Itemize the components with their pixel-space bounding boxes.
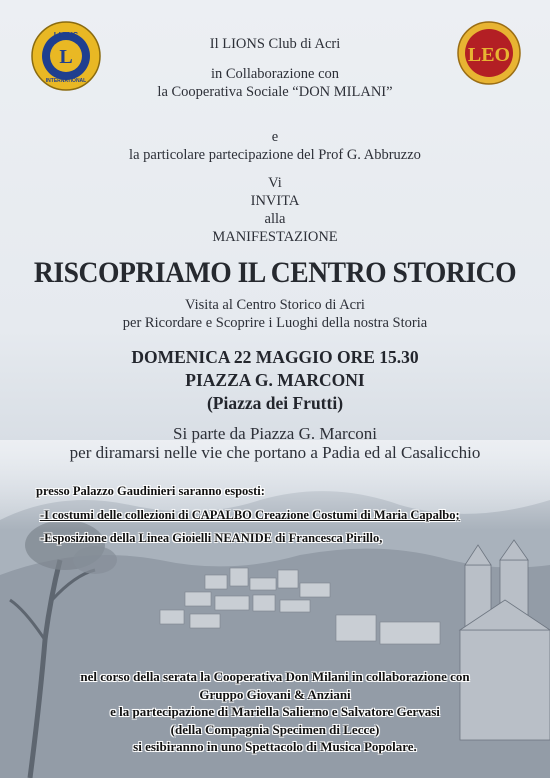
route-line-1: Si parte da Piazza G. Marconi [173,424,377,443]
footer-line-3: e la partecipazione di Mariella Salierno e Salvatore Gervasi [110,704,440,719]
footer-line-1: nel corso della serata la Cooperativa Don Milani in collaborazione con [80,669,470,684]
footer-line-2: Gruppo Giovani & Anziani [199,686,351,702]
cooperative-line: la Cooperativa Sociale “DON MILANI” [157,84,393,100]
exhibit-item-costumes: -I costumi delle collezioni di CAPALBO Creazione Costumi di Maria Capalbo; [40,508,460,522]
footer-block [0,668,550,756]
invite-manifestazione: MANIFESTAZIONE [212,229,338,245]
event-date-time: DOMENICA 22 MAGGIO ORE 15.30 [131,347,419,367]
lions-logo-top-text: LIONS [53,31,79,40]
exhibit-item-jewelry: -Esposizione della Linea Gioielli NEANIDE di Francesca Pirillo, [40,531,383,545]
subtitle-line-2: per Ricordare e Scoprire i Luoghi della nostra Storia [122,315,428,331]
leo-logo-text: LEO [467,44,511,66]
invite-alla: alla [264,211,286,227]
subtitle-line-1: Visita al Centro Storico di Acri [185,297,365,313]
route-line-2: per diramarsi nelle vie che portano a Padia ed al Casalicchio [69,443,481,462]
lions-logo-center-letter: L [59,46,73,68]
participation-line: la particolare partecipazione del Prof G. Abbruzzo [129,147,421,163]
exhibits-intro: presso Palazzo Gaudinieri saranno esposti: [36,484,265,498]
event-place-alt: (Piazza dei Frutti) [206,393,344,413]
event-place: PIAZZA G. MARCONI [185,370,365,390]
collaboration-line: in Collaborazione con [210,66,340,82]
invite-invita: INVITA [250,193,300,209]
and-line: e [271,129,279,145]
footer-line-4: (della Compagnia Specimen di Lecce) [170,721,380,737]
footer-line-5: si esibiranno in uno Spettacolo di Musica Popolare. [133,739,417,754]
lions-logo-bottom-text: INTERNATIONAL [45,78,87,84]
invite-vi: Vi [268,175,282,191]
lions-club-line: Il LIONS Club di Acri [209,36,341,52]
event-title: RISCOPRIAMO IL CENTRO STORICO [33,256,517,289]
